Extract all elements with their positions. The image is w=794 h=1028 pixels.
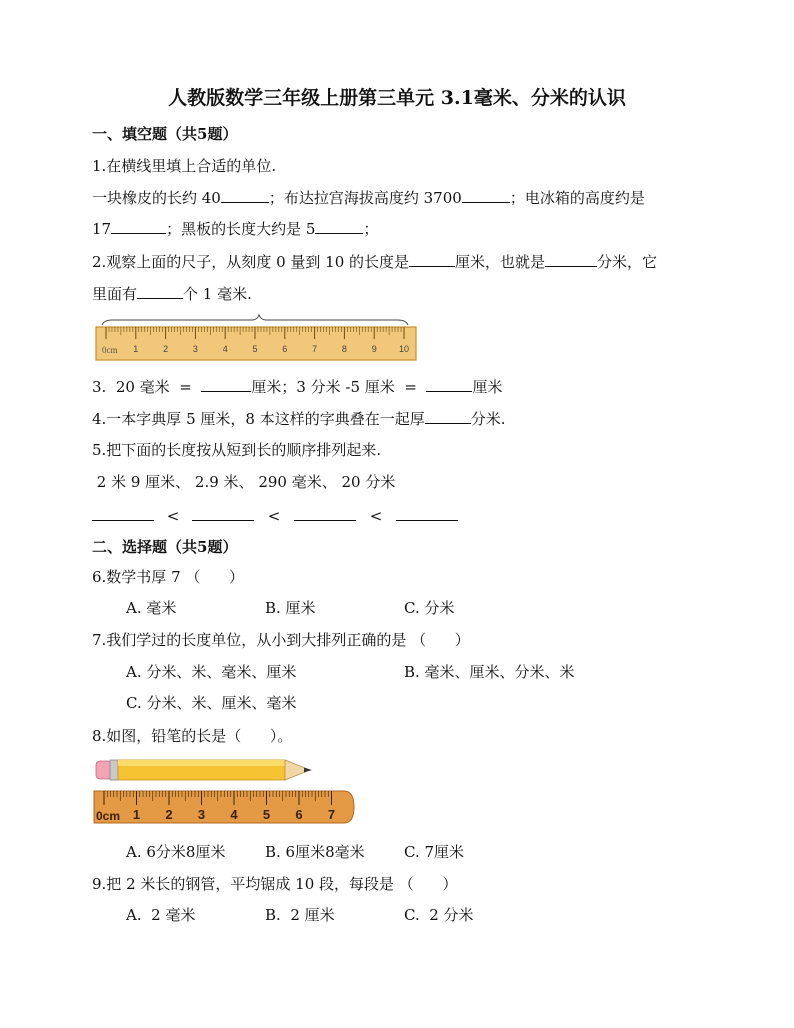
q7-option-a[interactable]: A. 分米、米、毫米、厘米 [126,663,297,681]
ruler-tick-label: 1 [133,344,139,354]
q9-option-a[interactable]: A. 2 毫米 [126,906,196,924]
q1-text: ；电冰箱的高度约是 [509,189,645,207]
q8-stem: 8.如图，铅笔的长是（ ）。 [92,727,293,745]
q1-line3 [92,218,378,239]
q4-text: 分米. [470,410,506,428]
answer-blank[interactable] [92,505,154,521]
q3-line [92,376,502,397]
less-than-sign: < [369,507,383,525]
q1-stem: 1.在横线里填上合适的单位. [92,157,277,175]
answer-blank[interactable] [201,376,251,392]
q7-option-b[interactable]: B. 毫米、厘米、分米、米 [404,663,575,681]
q1-text: ；布达拉宫海拔高度约 3700 [268,189,462,207]
ruler-tick-label: 6 [295,807,303,822]
q7-option-c[interactable]: C. 分米、米、厘米、毫米 [126,694,297,712]
q1-text: 一块橡皮的长约 40 [92,189,221,207]
q5-items: 2 米 9 厘米、 2.9 米、 290 毫米、 20 分米 [92,473,396,491]
q3-text: 厘米 [472,378,503,396]
answer-blank[interactable] [545,251,597,267]
pencil-ferrule [110,760,118,780]
q9-option-b[interactable]: B. 2 厘米 [265,906,335,924]
ruler-tick-label: 4 [222,344,228,354]
ruler-tick-label: 3 [192,344,198,354]
q2-text: 里面有 [92,285,138,303]
ruler-tick-label: 5 [262,807,271,822]
ruler-tick-label: 7 [327,807,336,822]
less-than-sign: < [267,507,281,525]
ruler-tick-label: 4 [230,807,238,822]
q7-stem: 7.我们学过的长度单位，从小到大排列正确的是 （ ） [92,631,470,649]
answer-blank[interactable] [409,251,455,267]
q5-stem: 5.把下面的长度按从短到长的顺序排列起来. [92,441,382,459]
answer-blank[interactable] [111,218,166,234]
q8-option-a[interactable]: A. 6分米8厘米 [126,843,226,861]
ruler-tick-label: 2 [163,344,169,354]
q1-text: ；黑板的长度大约是 5 [166,220,316,238]
ruler-tick-label: 9 [371,344,377,354]
q4-text: 4.一本字典厚 5 厘米，8 本这样的字典叠在一起厚 [92,410,425,428]
q1-text: 17 [92,220,112,238]
less-than-sign: < [166,507,180,525]
q2-line2 [92,283,252,304]
answer-blank[interactable] [426,376,472,392]
answer-blank[interactable] [221,187,269,203]
q6-option-a[interactable]: A. 毫米 [126,599,177,617]
q2-text: 2.观察上面的尺子，从刻度 0 量到 10 的长度是 [92,253,410,271]
q6-option-b[interactable]: B. 厘米 [265,599,316,617]
q1-text: ； [363,220,379,238]
q6-option-c[interactable]: C. 分米 [404,599,455,617]
q6-stem: 6.数学书厚 7 （ ） [92,568,245,586]
q8-option-b[interactable]: B. 6厘米8毫米 [265,843,365,861]
answer-blank[interactable] [425,408,471,424]
ruler-tick-label: 7 [312,344,318,354]
ruler-unit-label: 0cm [96,809,121,823]
ruler-tick-label: 1 [132,807,141,822]
q4-line [92,408,506,429]
q5-order-line [92,505,458,526]
pencil-highlight [118,760,285,766]
pencil-lead [304,768,312,773]
section-heading-choice: 二、选择题（共5题） [92,538,238,556]
ruler-tick-label: 8 [341,344,347,354]
pencil-eraser [96,761,112,779]
ruler-tick-label: 10 [398,344,410,354]
answer-blank[interactable] [192,505,254,521]
ruler-unit-label: 0cm [102,345,118,355]
answer-blank[interactable] [315,218,363,234]
q9-option-c[interactable]: C. 2 分米 [404,906,474,924]
pencil-ruler-image [92,757,357,829]
q2-text: 个 1 毫米. [183,285,252,303]
ruler-tick-label: 2 [165,807,173,822]
section-heading-fill-in: 一、填空题（共5题） [92,125,238,143]
answer-blank[interactable] [294,505,356,521]
ruler-tick-label: 5 [252,344,258,354]
ruler-tick-label: 6 [282,344,288,354]
q9-stem: 9.把 2 米长的钢管，平均锯成 10 段，每段是 （ ） [92,875,458,893]
answer-blank[interactable] [137,283,183,299]
ruler-tick-label: 3 [197,807,206,822]
q8-option-c[interactable]: C. 7厘米 [404,843,465,861]
q2-text: 分米，它 [597,253,658,271]
page-title: 人教版数学三年级上册第三单元 3.1毫米、分米的认识 [168,87,626,109]
q3-text: 3. 20 毫米 = [92,378,202,396]
q2-text: 厘米，也就是 [455,253,546,271]
q2-line1 [92,251,657,272]
answer-blank[interactable] [462,187,510,203]
q1-line2 [92,187,645,208]
brace-mark [102,315,408,325]
q3-text: 厘米；3 分米 -5 厘米 = [251,378,427,396]
ruler-image [94,313,424,363]
answer-blank[interactable] [396,505,458,521]
